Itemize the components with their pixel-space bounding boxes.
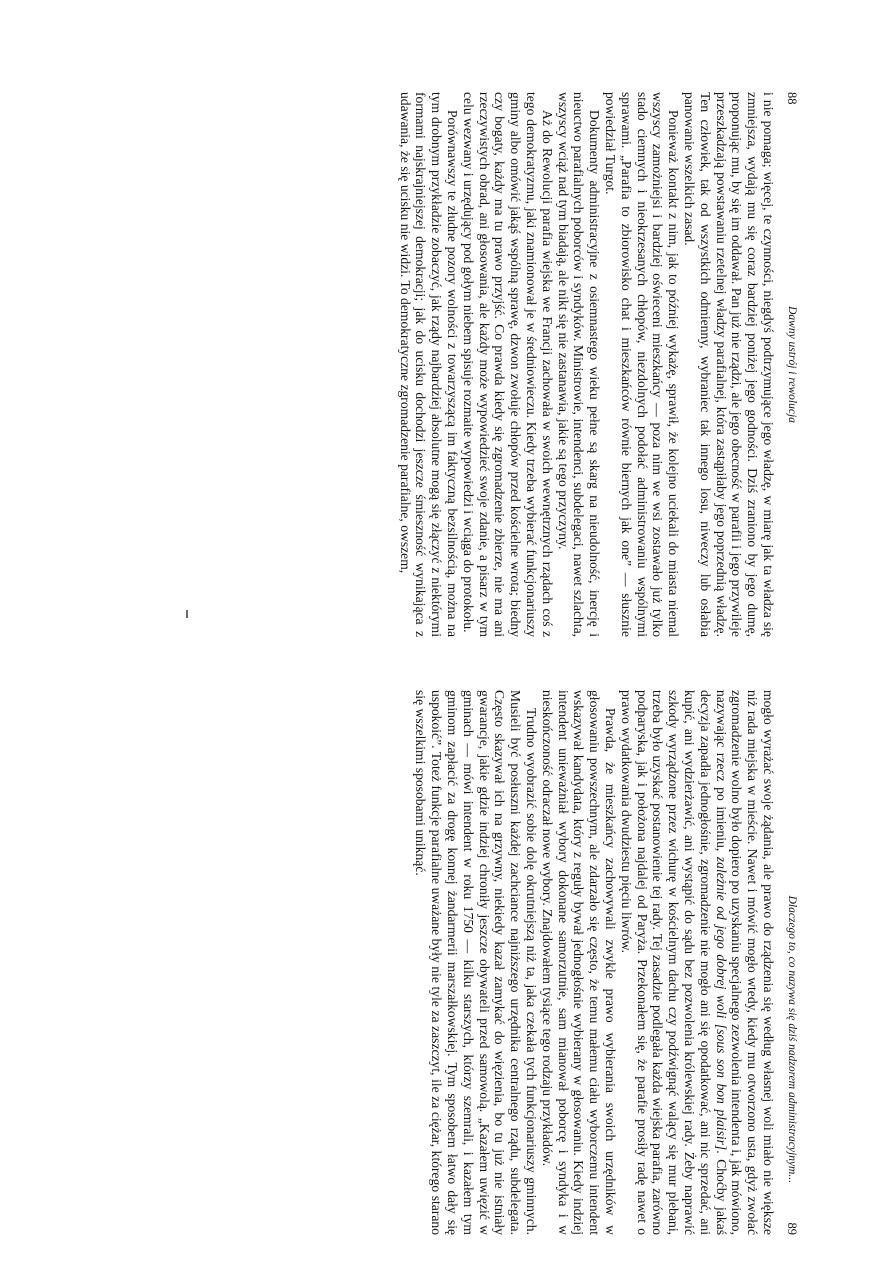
paragraph: Prawda, że mieszkańcy zachowywali zwykle prawo wybierania swoich urzędników w głosowaniu powszechnym, ale zdarzało się często, że temu małemu ciału wyborczemu intendent wskazywał kandydata, który z reguły bywał jednogłośnie wybierany w głosowaniu. Kiedy indziej intendent unieważniał wybory dokonane samorzutnie, sam mianował poborcę i syndyka i w nieskończoność odraczał nowe wybory. Znajdowałem tysiące tego rodzaju przykładów. bbox=[539, 690, 619, 1235]
paragraph: Porównawszy te złudne pozory wolności z towarzyszącą im faktyczną bezsilnością, można na tym drobnym przykładzie zobaczyć, jak rządy najbardziej absolutne mogą się złączyć z niektórymi formami najskrajniejszej demokracji; jak do ucisku dochodzi jeszcze śmieszność wynikająca z udawania, że się ucisku nie widzi. To demokratyczne zgromadzenie parafialne, owszem, bbox=[397, 92, 461, 637]
paragraph: Trudno wyobrazić sobie dolę okrutniejszą niż ta, jaka czekała tych funkcjonariuszy gminnych. Musieli być posłuszni każdej zachciance najniższego urzędnika centralnego rządu, subdelegata. Często skazywał ich na grzywny, niekiedy kazał zamykać do więzienia, bo tu już nie istniały gwarancje, jakie gdzie indziej chroniły jeszcze obywateli przed samowolą. „Kazałem uwięzić w gminach — mówi intendent w roku 1750 — kilku starszych, którzy szemrali, i kazałem tym gminom zapłacić za drogę konnej żandarmerii marszałkowskiej. Tym sposobem łatwo dały się uspokoić”. Toteż funkcje parafialne uważane były nie tyle za zaszczyt, ile za ciężar, którego starano się wszelkimi sposobami uniknąć. bbox=[413, 690, 540, 1235]
right-page bbox=[88, 680, 808, 1245]
left-page-header bbox=[782, 92, 802, 637]
right-page-number: 89 bbox=[785, 1222, 799, 1235]
left-running-head: Dawny ustrój i rewolucja bbox=[786, 306, 798, 423]
paragraph: i nie pomaga; więcej, te czynności, niegdyś podtrzymujące jego władzę, w miarę jak ta władza się zmniejsza, wydają mu się coraz bardziej poniżej jego godności. Dziś zraniono by jego dumę, proponując mu, by się im oddawał. Pan już nie rządzi, ale jego obecność w parafii i jego przywileje przeszkadzają powstawaniu rzetelnej władzy parafialnej, która zastąpiłaby jego poprzednią władzę. Ten człowiek, tak od wszystkich odmienny, wybraniec tak innego losu, niweczy lub osłabia panowanie wszelkich zasad. bbox=[682, 92, 776, 637]
right-running-head: Dlaczego to, co nazywa się dziś nadzorem administracyjnym... bbox=[786, 895, 798, 1183]
left-page bbox=[88, 82, 808, 647]
paragraph bbox=[618, 690, 776, 1235]
left-page-number: 88 bbox=[785, 92, 799, 105]
paragraph: Dokumenty administracyjne z osiemnastego wieku pełne są skarg na nieudolność, inercję i nieuctwo parafialnych poborców i syndyków. Ministrowie, intendenci, subdelegaci, nawet szlachta, wszyscy wciąż nad tym biadają, ale nikt się nie zastanawia, jakie są tego przyczyny. bbox=[555, 92, 603, 637]
right-page-header bbox=[782, 690, 802, 1235]
italic-phrase: zależnie od jego dobrej woli [sous son bon plaisir] bbox=[713, 856, 729, 1151]
right-page-body bbox=[413, 690, 776, 1235]
paragraph-text: . Choćby jakaś decyzja zapadła jednogłośnie, zgromadzenie nie mogło ani się opodatkować, ani nic sprzedać, ani kupić, ani wydzierżawić, ani wystąpić do sądu bez pozwolenia królewskiej rady. Żeby naprawić szkody wyrządzone przez wichurę w kościelnym dachu czy podźwignąć walący się mur plebani, trzeba było uzyskać postanowienie tej rady. Tej zasadzie podlegała każda wiejska parafia, zarówno podparyska, jak i położona najdalej od Paryża. Przekonałem się, że parafie prosiły radę nawet o prawo wydatkowania dwudziestu pięciu liwrów. bbox=[618, 690, 729, 1235]
paragraph-text: mogło wyrażać swoje żądania, ale prawo do rządzenia się według własnej woli miało nie większe niż rada miejska w mieście. Nawet i mówić mogło wtedy, kiedy mu otworzono usta, gdyż zwołać zgromadzenie wolno było dopiero po uzyskaniu specjalnego zezwolenia intendenta i, jak mówiono, nazywając rzecz po imieniu, bbox=[713, 690, 776, 1235]
gutter-mark bbox=[186, 610, 188, 618]
paragraph: Aż do Rewolucji parafia wiejska we Francji zachowała w swoich wewnętrznych rządach coś z tego demokratyzmu, jaki znamionował je w średniowieczu. Kiedy trzeba wybierać funkcjonariuszy gminy albo omówić jakąś wspólną sprawę, dzwon zwołuje chłopów przed kościelne wrota; biedny czy bogaty, każdy ma tu prawo przyjść. Co prawda kiedy się zgromadzenie zbierze, nie ma ani rzeczywistych obrad, ani głosowania, ale każdy może wypowiedzieć swoje zdanie, a pisarz w tym celu wezwany i urzędujący pod gołym niebem spisuje rozmaite wypowiedzi i wciąga do protokołu. bbox=[460, 92, 555, 637]
paragraph: Ponieważ kontakt z nim, jak to później wykażę, sprawił, że kolejno uciekali do miasta niemal wszyscy zamożniejsi i bardziej oświeceni mieszkańcy — poza nim we wsi zostawało już tylko stado ciemnych i nieokrzesanych chłopów, niezdolnych podołać administrowaniu wspólnymi sprawami. „Parafia to zbiorowisko chat i mieszkańców równie biernych jak one” — słusznie powiedział Turgot. bbox=[603, 92, 682, 637]
left-page-body bbox=[397, 92, 776, 637]
